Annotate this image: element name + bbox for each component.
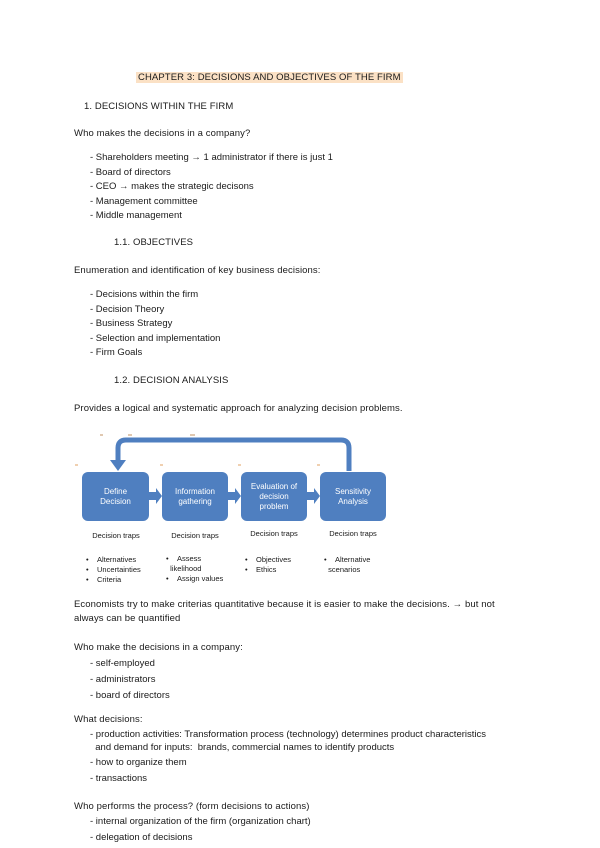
list-item: - Shareholders meeting → 1 administrator if there is just 1: [90, 152, 333, 163]
enumeration-text: Enumeration and identification of key business decisions:: [74, 265, 321, 276]
list-item: - self-employed: [90, 658, 155, 669]
list-item: - how to organize them: [90, 757, 187, 768]
step-information-gathering: Information gathering: [162, 472, 228, 521]
chapter-title: CHAPTER 3: DECISIONS AND OBJECTIVES OF THE FIRM: [138, 72, 401, 83]
trap-bullets-1: [86, 555, 141, 585]
list-item: - Decision Theory: [90, 303, 165, 315]
connector-arrow-2: [228, 488, 241, 504]
enumeration-list: [90, 288, 220, 361]
provides-text: Provides a logical and systematic approach for analyzing decision problems.: [74, 403, 403, 414]
section-heading-1-1: 1.1. OBJECTIVES: [114, 237, 194, 248]
list-item: - board of directors: [90, 690, 170, 701]
trap-bullets-2: [166, 554, 223, 584]
question-what: What decisions:: [74, 714, 143, 725]
list-item: • Objectives: [245, 555, 291, 565]
section-heading-1: 1. DECISIONS WITHIN THE FIRM: [84, 101, 234, 112]
step-sensitivity-analysis: Sensitivity Analysis: [320, 472, 386, 521]
list-item: - transactions: [90, 773, 148, 784]
question-process: Who performs the process? (form decisions to actions): [74, 801, 310, 812]
trap-label-3: Decision traps: [250, 529, 298, 538]
trap-bullets-3: [245, 555, 291, 575]
step-evaluation: Evaluation of decision problem: [241, 472, 307, 521]
list-item: - Management committee: [90, 195, 198, 207]
list-item: - Decisions within the firm: [90, 289, 199, 300]
trap-label-2: Decision traps: [171, 531, 219, 540]
list-item: - administrators: [90, 674, 156, 685]
trap-label-4: Decision traps: [329, 529, 377, 538]
list-item: and demand for inputs: brands, commercial names to identify products: [90, 741, 395, 753]
what-list: [90, 729, 486, 787]
economists-line-2: always can be quantified: [74, 613, 181, 624]
trap-bullets-4: [324, 555, 370, 575]
list-item: - CEO → makes the strategic decisons: [90, 181, 254, 192]
list-item: • Assign values: [166, 574, 223, 584]
list-item: - internal organization of the firm (organization chart): [90, 816, 311, 827]
connector-arrow-3: [307, 488, 320, 504]
list-item: - Selection and implementation: [90, 332, 221, 344]
who-list: [90, 151, 333, 224]
list-item: • Ethics: [245, 565, 291, 575]
list-item: - delegation of decisions: [90, 832, 193, 843]
list-item: • Alternatives: [86, 555, 141, 565]
decision-analysis-diagram: [70, 430, 377, 590]
list-item: - Business Strategy: [90, 318, 173, 329]
trap-label-1: Decision traps: [92, 531, 140, 540]
economists-line-1: Economists try to make criterias quantitative because it is easier to make the decisions. → but not: [74, 599, 495, 610]
list-item: - Firm Goals: [90, 347, 143, 358]
list-item: - Middle management: [90, 210, 182, 221]
list-item: • Criteria: [86, 575, 141, 585]
feedback-arrow: [118, 440, 349, 471]
question-who: Who makes the decisions in a company?: [74, 128, 251, 139]
list-item: - production activities: Transformation process (technology) determines product characteristics: [90, 729, 487, 740]
connector-arrow-1: [149, 488, 162, 504]
question-who-make: Who make the decisions in a company:: [74, 642, 243, 653]
feedback-arrowhead: [110, 460, 126, 471]
list-item: • Alternative scenarios: [324, 555, 370, 575]
process-list: [90, 814, 311, 846]
list-item: • Uncertainties: [86, 565, 141, 575]
section-heading-1-2: 1.2. DECISION ANALYSIS: [114, 375, 229, 386]
list-item: • Assess likelihood: [166, 554, 223, 574]
list-item: - Board of directors: [90, 166, 171, 178]
who-make-list: [90, 656, 170, 704]
step-define-decision: Define Decision: [82, 472, 149, 521]
